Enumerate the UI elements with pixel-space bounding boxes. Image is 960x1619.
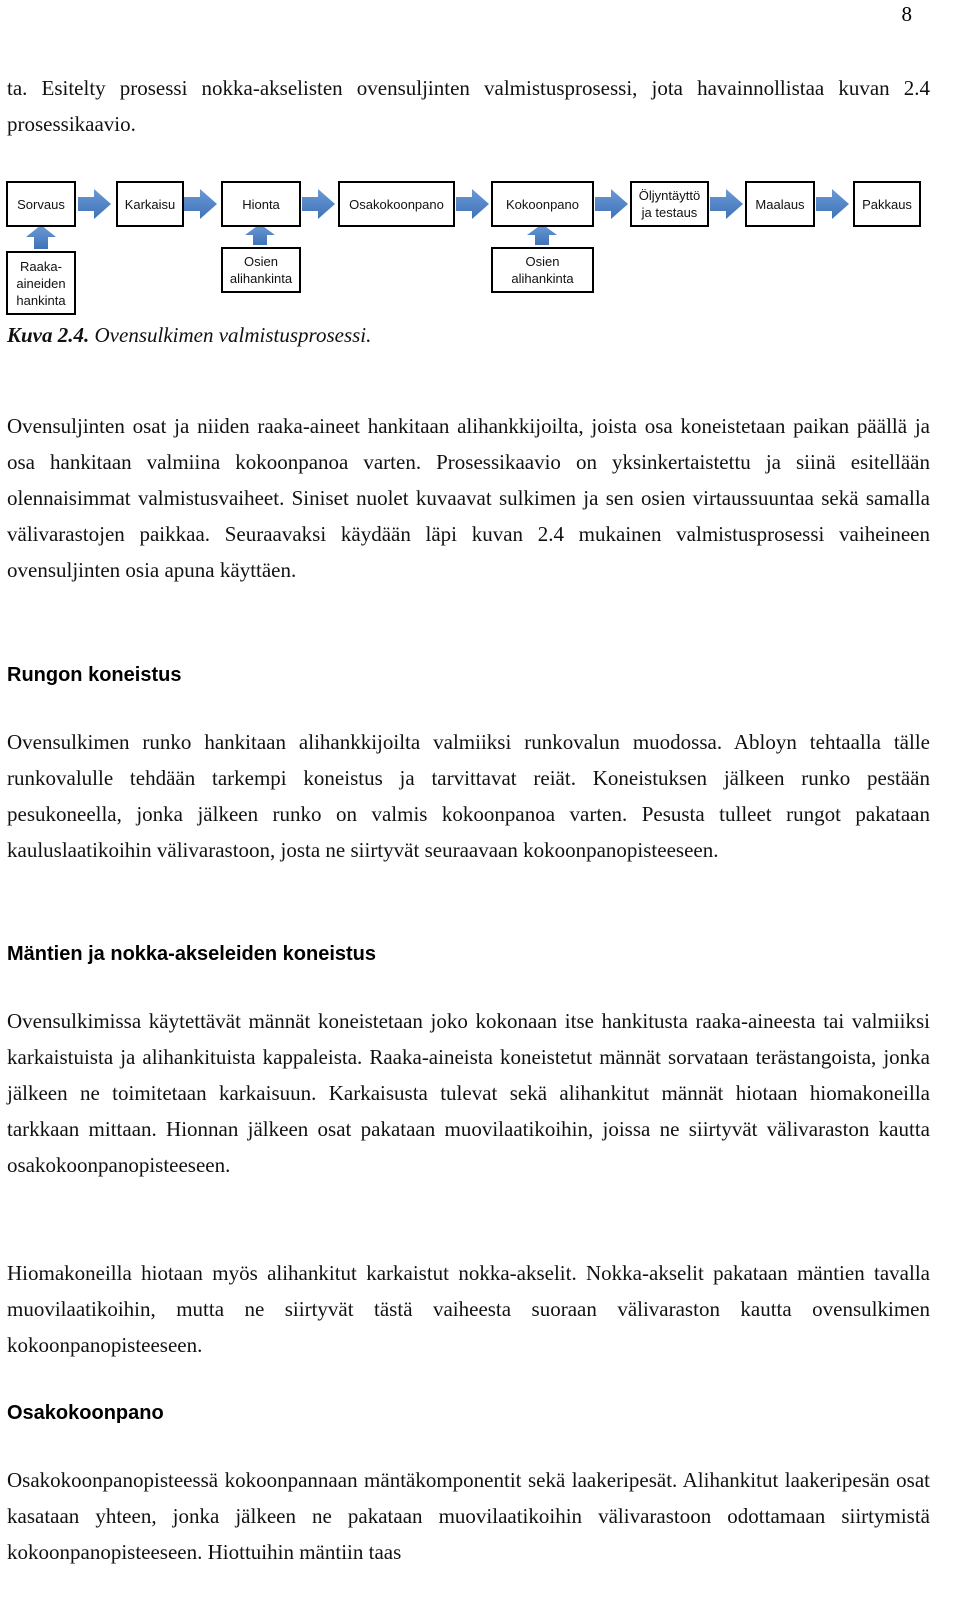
arrow-up xyxy=(26,225,56,249)
input-raaka-aineiden-hankinta: Raaka- aineiden hankinta xyxy=(6,251,76,315)
figure-caption-text: Ovensulkimen valmistusprosessi. xyxy=(89,323,372,347)
arrow-right xyxy=(302,189,335,219)
figure-caption-label: Kuva 2.4. xyxy=(7,323,90,347)
heading-mantien-koneistus: Mäntien ja nokka-akseleiden koneistus xyxy=(7,943,377,965)
step-maalaus: Maalaus xyxy=(745,181,815,227)
arrow-right xyxy=(816,189,849,219)
heading-osakokoonpano: Osakokoonpano xyxy=(7,1402,164,1424)
step-oljyntaytto-testaus: Öljyntäyttö ja testaus xyxy=(630,181,709,227)
input-osien-alihankinta: Osien alihankinta xyxy=(491,247,594,293)
step-osakokoonpano: Osakokoonpano xyxy=(338,181,455,227)
step-karkaisu: Karkaisu xyxy=(116,181,184,227)
process-diagram xyxy=(0,175,960,320)
step-kokoonpano: Kokoonpano xyxy=(491,181,594,227)
figure-caption xyxy=(7,323,371,348)
arrow-right xyxy=(595,189,628,219)
paragraph-4: Hiomakoneilla hiotaan myös alihankitut karkaistut nokka-akselit. Nokka-akselit pakataan mäntien tavalla muovilaatikoihin, mutta ne siirtyvät tästä vaiheesta suoraan välivaraston kautta ovensulkimen kokoonpanopisteeseen. xyxy=(7,1261,930,1357)
paragraph-3: Ovensulkimissa käytettävät männät koneistetaan joko kokonaan itse hankitusta raaka-aineesta tai valmiiksi karkaistuista ja alihankituista kappaleista. Raaka-aineista koneistetut männät sorvataan terästangoista, jonka jälkeen ne toimitetaan karkaisuun. Karkaisusta tulevat sekä alihankitut männät hiotaan hiomakoneilla tarkkaan mittaan. Hionnan jälkeen osat pakataan muovilaatikoihin, joissa ne siirtyvät välivaraston kautta osakokoonpanopisteeseen. xyxy=(7,1009,930,1177)
intro-paragraph: ta. Esitelty prosessi nokka-akselisten ovensuljinten valmistusprosessi, jota havainnollistaa kuvan 2.4 prosessikaavio. xyxy=(7,76,930,136)
step-sorvaus: Sorvaus xyxy=(6,181,76,227)
page-number: 8 xyxy=(901,2,912,26)
paragraph-2: Ovensulkimen runko hankitaan alihankkijoilta valmiiksi runkovalun muodossa. Abloyn tehtaalla tälle runkovalulle tehdään tarkempi koneistus ja tarvittavat reiät. Koneistuksen jälkeen runko pestään pesukoneella, jonka jälkeen runko on valmis kokoonpanoa varten. Pesusta tulleet rungot pakataan kauluslaatikoihin välivarastoon, josta ne siirtyvät seuraavaan kokoonpanopisteeseen. xyxy=(7,730,930,862)
step-hionta: Hionta xyxy=(221,181,301,227)
arrow-right xyxy=(456,189,489,219)
paragraph-1: Ovensuljinten osat ja niiden raaka-aineet hankitaan alihankkijoilta, joista osa koneistetaan paikan päällä ja osa hankitaan valmiina kokoonpanoa varten. Prosessikaavio on yksinkertaistettu ja siinä esitellään olennaisimmat valmistusvaiheet. Siniset nuolet kuvaavat sulkimen ja sen osien virtaussuuntaa sekä samalla välivarastojen paikkaa. Seuraavaksi käydään läpi kuvan 2.4 mukainen valmistusprosessi vaiheineen ovensuljinten osia apuna käyttäen. xyxy=(7,414,930,582)
arrow-up xyxy=(245,224,275,245)
arrow-right xyxy=(184,189,217,219)
heading-rungon-koneistus: Rungon koneistus xyxy=(7,664,182,686)
arrow-up xyxy=(527,224,557,245)
arrow-right xyxy=(710,189,743,219)
input-osien-alihankinta: Osien alihankinta xyxy=(221,247,301,293)
step-pakkaus: Pakkaus xyxy=(853,181,921,227)
arrow-right xyxy=(78,189,111,219)
paragraph-5: Osakokoonpanopisteessä kokoonpannaan mäntäkomponentit sekä laakeripesät. Alihankitut laakeripesän osat kasataan yhteen, jonka jälkeen ne pakataan muovilaatikoihin välivarastoon odottamaan siirtymistä kokoonpanopisteeseen. Hiottuihin mäntiin taas xyxy=(7,1468,930,1564)
